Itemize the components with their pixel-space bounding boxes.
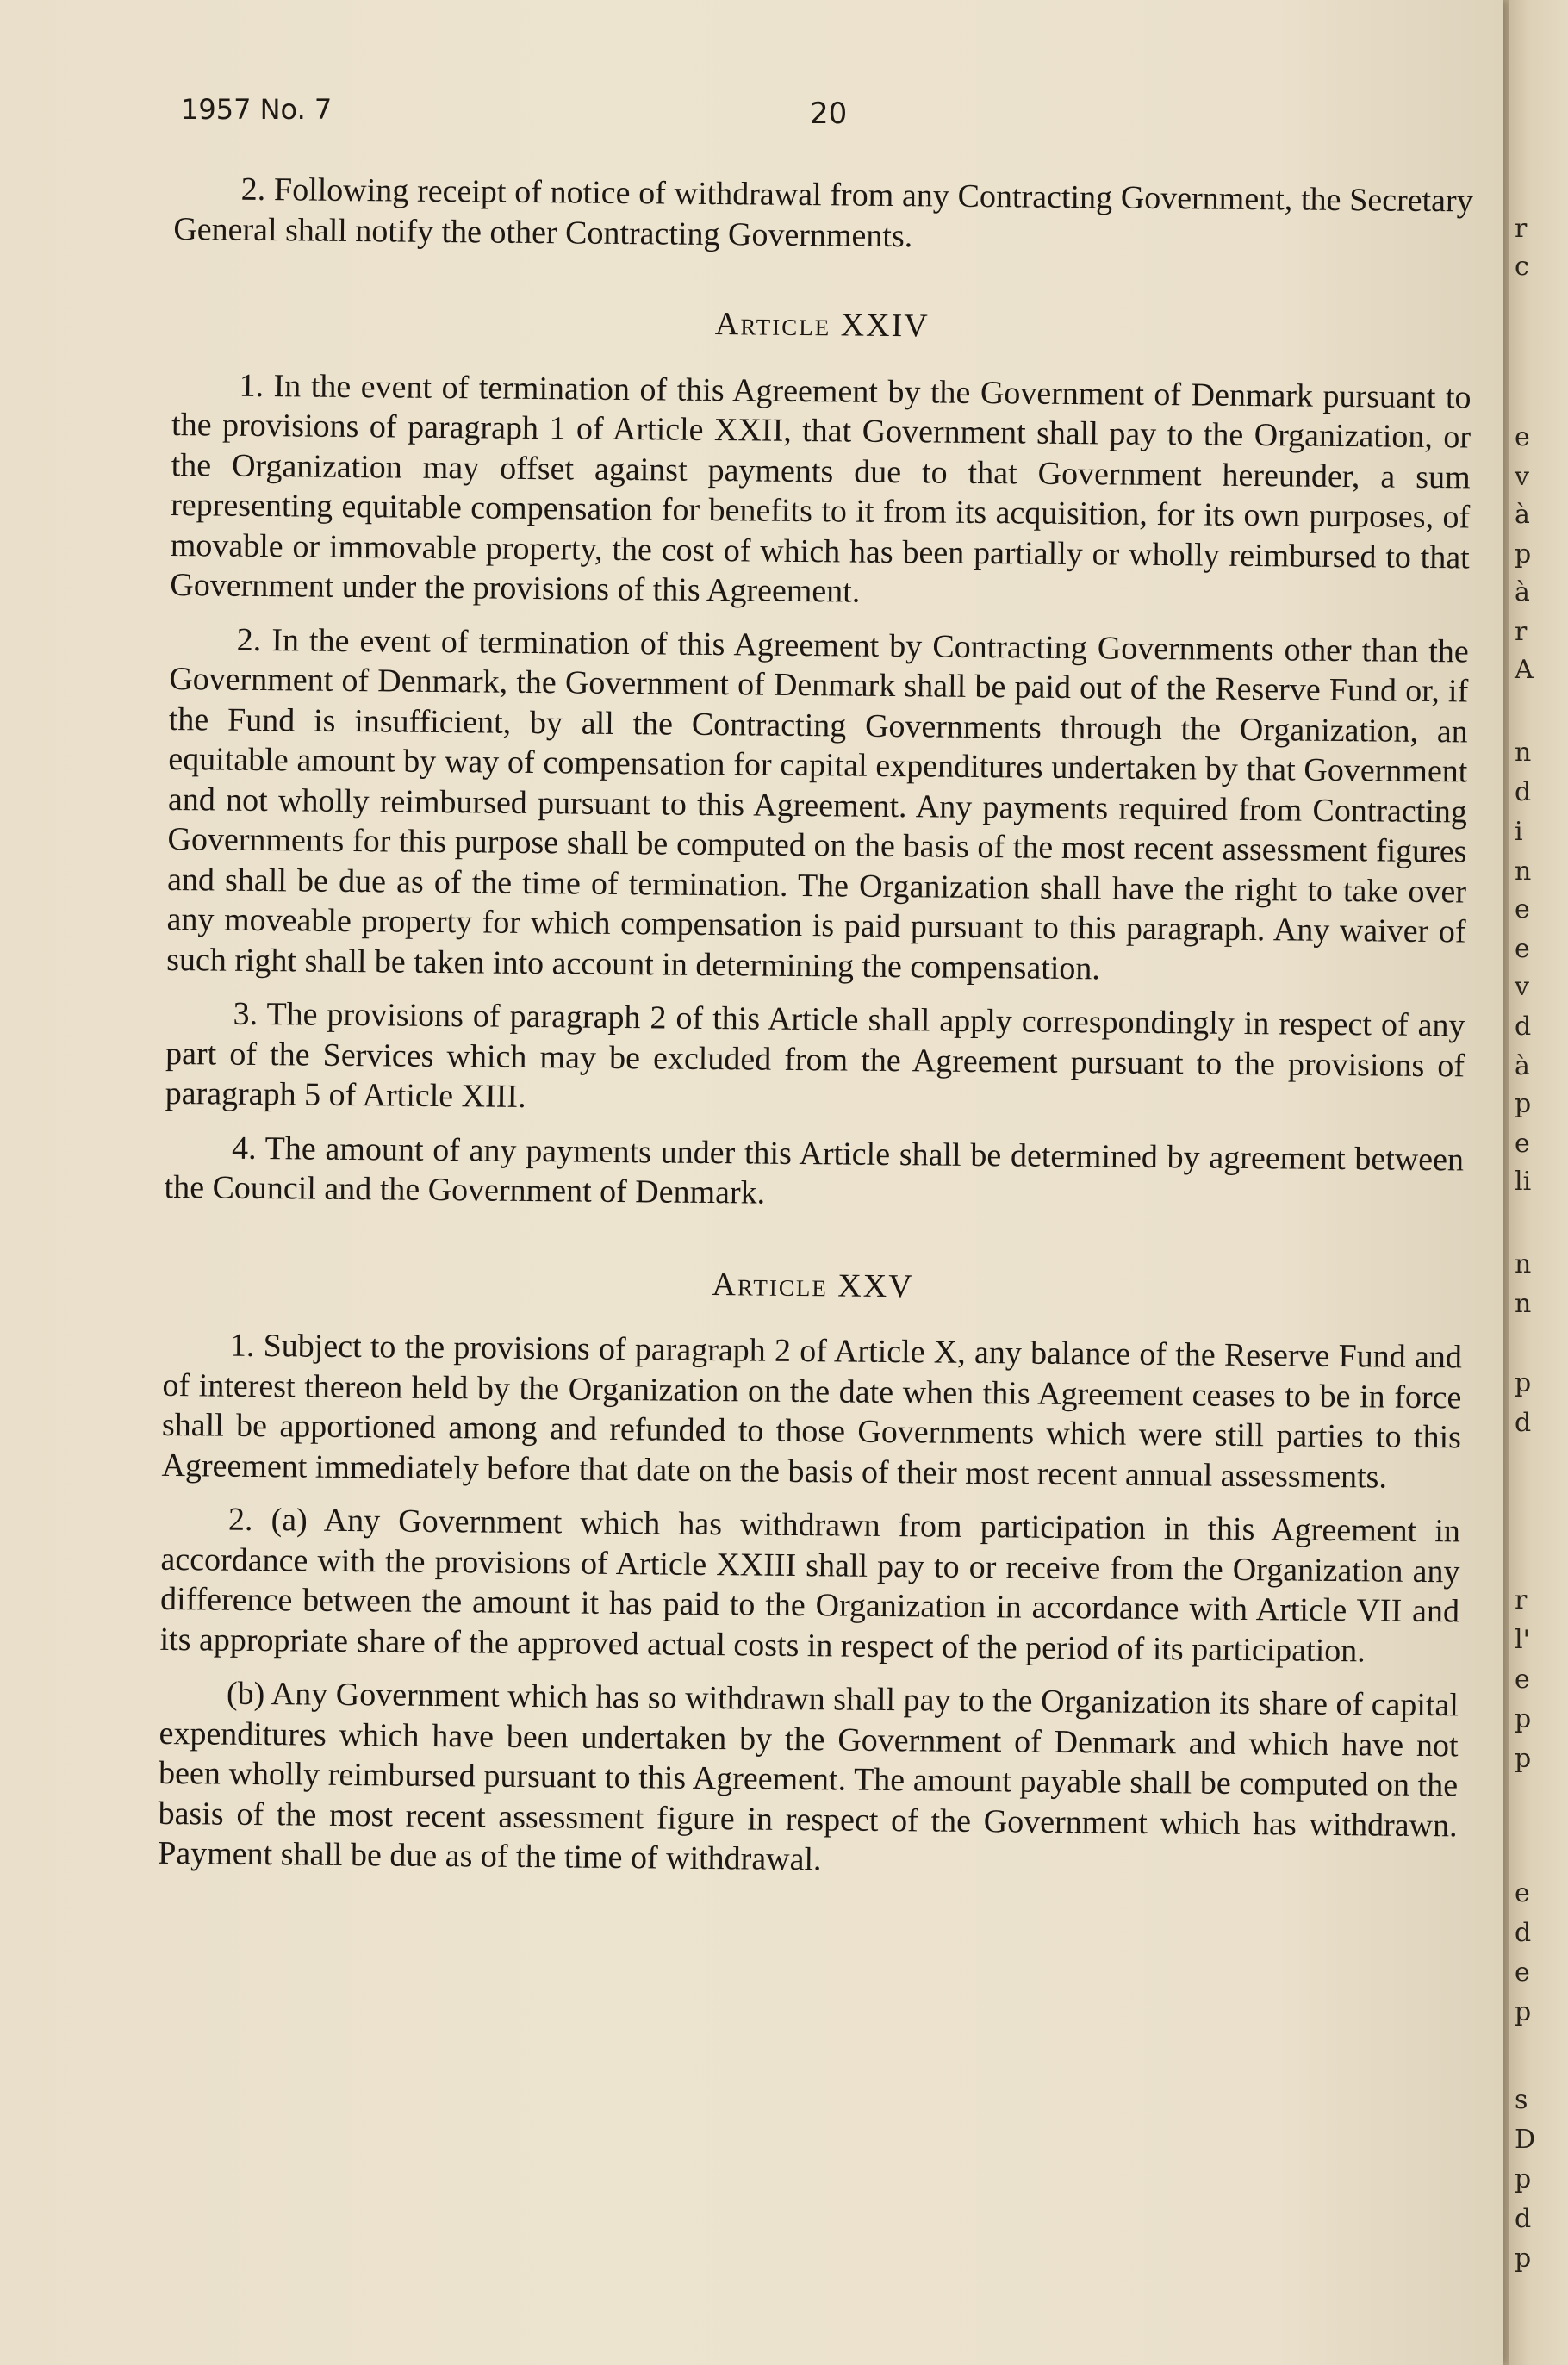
paragraph: 3. The provisions of paragraph 2 of this Article shall apply correspondingly in respect of any part of the Services which may be excluded from the Agreement pursuant to the provisions of paragraph 5 of Article XIII. bbox=[165, 995, 1465, 1115]
adjacent-page-fragment: p bbox=[1515, 2164, 1532, 2194]
article-heading: Article XXV bbox=[712, 1266, 914, 1304]
adjacent-page-fragment: A bbox=[1515, 655, 1534, 685]
adjacent-page-fragment: d bbox=[1515, 1918, 1532, 1948]
adjacent-page-fragment: c bbox=[1515, 252, 1529, 282]
paragraph: 2. (a) Any Government which has withdrawn from participation in this Agreement in accordance with the provisions of Article XXIII shall pay to or receive from the Organization any difference between the amount it has paid to the Organization in accordance with Article VII and its appropriate share of the approved actual costs in respect of the period of its participation. bbox=[159, 1501, 1461, 1669]
adjacent-page-fragment: l' bbox=[1515, 1625, 1530, 1655]
adjacent-page-fragment: D bbox=[1515, 2125, 1536, 2155]
adjacent-page-fragment: e bbox=[1515, 1129, 1530, 1159]
adjacent-page-fragment: e bbox=[1515, 1665, 1530, 1695]
adjacent-page-fragment: n bbox=[1515, 738, 1532, 768]
adjacent-page-fragment: e bbox=[1515, 894, 1530, 924]
article-heading: Article XXIV bbox=[714, 306, 930, 345]
adjacent-page-fragment: p bbox=[1515, 1744, 1532, 1774]
adjacent-page-fragment: à bbox=[1515, 577, 1530, 607]
paragraph: 2. In the event of termination of this Agreement by Contracting Governments other than the Government of Denmark, the Government of Denmark shall be paid out of the Reserve Fund or, if the Fund is insufficient, by all the Contracting Governments through the Organization, an equitable amount by way of compensation for capital expenditures undertaken by that Government and not wholly reimbursed pursuant to this Agreement. Any payments required from Contracting Governments for this purpose shall be computed on the basis of the most recent assessment figures and shall be due as of the time of termination. The Organization shall have the right to take over any moveable property for which compensation is paid pursuant to this paragraph. Any waiver of such right shall be taken into account in determining the compensation. bbox=[165, 621, 1469, 986]
paragraph: 1. In the event of termination of this Agreement by the Government of Denmark pursuant to the provisions of paragraph 1 of Article XXII, that Government shall pay to the Organization, or the Organization may offset against payments due to that Government hereunder, a sum representing equitable compensation for benefits to it from its acquisition, for its own purposes, of movable or immovable property, the cost of which has been partially or wholly reimbursed to that Government under the provisions of this Agreement. bbox=[170, 367, 1472, 610]
adjacent-page-fragment: p bbox=[1515, 1704, 1532, 1734]
adjacent-page-fragment: e bbox=[1515, 422, 1530, 452]
adjacent-page-fragment: n bbox=[1515, 856, 1532, 887]
adjacent-page-fragment: d bbox=[1515, 1011, 1532, 1042]
adjacent-page-fragment: r bbox=[1515, 617, 1528, 647]
paragraph: 4. The amount of any payments under this Article shall be determined by agreement between the Council and the Government of Denmark. bbox=[164, 1130, 1465, 1211]
adjacent-page-fragment: d bbox=[1515, 1408, 1532, 1438]
adjacent-page-fragment: à bbox=[1515, 1051, 1530, 1081]
adjacent-page-fragment: e bbox=[1515, 1878, 1530, 1908]
adjacent-page-fragment: d bbox=[1515, 2204, 1532, 2234]
adjacent-page-fragment: p bbox=[1515, 1997, 1532, 2027]
page-header-citation: 1957 No. 7 bbox=[181, 93, 333, 126]
adjacent-page-fragment: v bbox=[1515, 462, 1529, 492]
adjacent-page-fragment: r bbox=[1515, 1585, 1528, 1615]
paragraph: (b) Any Government which has so withdrawn shall pay to the Organization its share of capital expenditures which have been undertaken by the Government of Denmark and which have not been wholly reimbursed pursuant to this Agreement. The amount payable shall be computed on the basis of the most recent assessment figure in respect of the Government which has withdrawn. Payment shall be due as of the time of withdrawal. bbox=[158, 1675, 1459, 1878]
adjacent-page-fragment: n bbox=[1515, 1249, 1532, 1279]
adjacent-page-fragment: li bbox=[1515, 1167, 1532, 1197]
adjacent-page-fragment: n bbox=[1515, 1289, 1532, 1319]
adjacent-page-fragment: r bbox=[1515, 214, 1528, 244]
adjacent-page-fragment: p bbox=[1515, 1368, 1532, 1398]
paragraph: 2. Following receipt of notice of withdrawal from any Contracting Government, the Secretary General shall notify the other Contracting Governments. bbox=[173, 171, 1473, 254]
page-number: 20 bbox=[810, 96, 848, 131]
adjacent-page-fragment: p bbox=[1515, 1089, 1532, 1119]
adjacent-page-fragment: v bbox=[1515, 972, 1529, 1002]
adjacent-page-fragment: s bbox=[1515, 2085, 1528, 2115]
adjacent-page-fragment: i bbox=[1515, 817, 1523, 847]
adjacent-page-edge bbox=[1509, 0, 1568, 2365]
adjacent-page-fragment: p bbox=[1515, 539, 1532, 569]
adjacent-page-fragment: d bbox=[1515, 777, 1532, 807]
adjacent-page-fragment: e bbox=[1515, 934, 1530, 964]
page-body bbox=[158, 169, 1473, 1900]
adjacent-page-fragment: e bbox=[1515, 1957, 1530, 1988]
adjacent-page-fragment: p bbox=[1515, 2244, 1532, 2274]
adjacent-page-fragment: à bbox=[1515, 500, 1530, 530]
paragraph: 1. Subject to the provisions of paragraph 2 of Article X, any balance of the Reserve Fund and of interest thereon held by the Organization on the date when this Agreement ceases to be in force shall be apportioned among and refunded to those Governments which were still parties to this Agreement immediately before that date on the basis of their most recent annual assessments. bbox=[161, 1327, 1463, 1496]
